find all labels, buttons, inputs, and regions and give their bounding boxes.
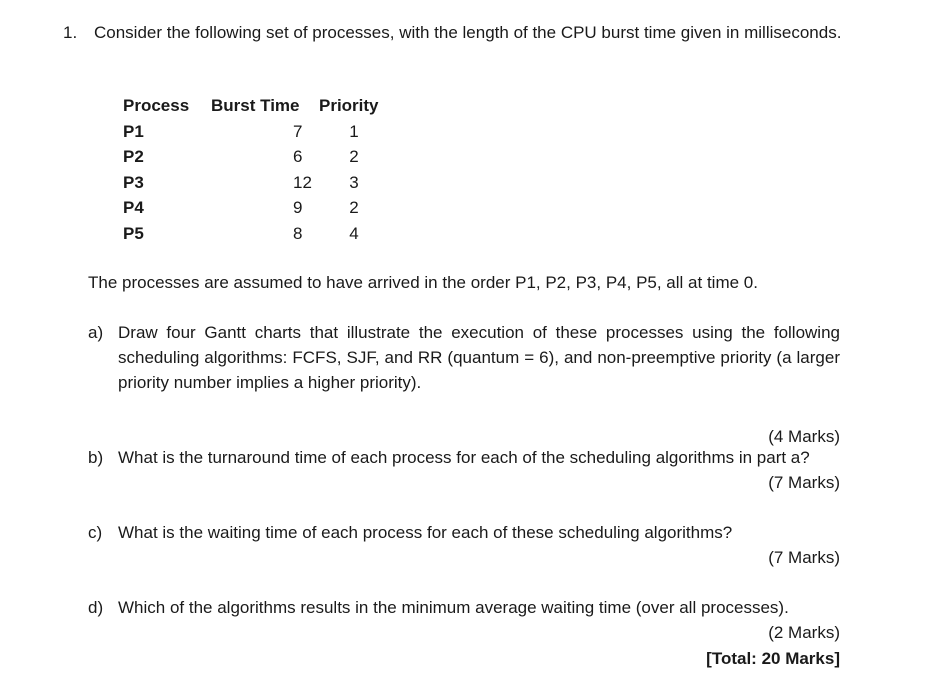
part-d-marks: (2 Marks) <box>768 623 840 642</box>
part-b <box>88 445 840 470</box>
burst-time: 8 <box>293 223 303 243</box>
question-number: 1. <box>63 23 78 42</box>
table-row <box>123 170 389 196</box>
part-label: a) <box>88 323 104 342</box>
process-id: P5 <box>123 223 144 243</box>
part-text: What is the turnaround time of each process for each of the scheduling algorithms in part a? <box>118 448 810 467</box>
burst-time: 6 <box>293 147 303 167</box>
priority: 1 <box>349 121 359 141</box>
process-id: P4 <box>123 198 144 218</box>
priority: 2 <box>349 147 359 167</box>
part-d <box>88 595 840 620</box>
header-priority: Priority <box>319 96 379 115</box>
table-row <box>123 145 389 171</box>
part-text: What is the waiting time of each process for each of these scheduling algorithms? <box>118 523 733 542</box>
burst-time: 7 <box>293 121 303 141</box>
part-b-marks: (7 Marks) <box>768 473 840 492</box>
table-row <box>123 196 389 222</box>
process-table <box>123 93 389 247</box>
header-process: Process <box>123 96 190 115</box>
burst-time: 9 <box>293 198 303 218</box>
part-a-marks: (4 Marks) <box>768 427 840 446</box>
process-id: P3 <box>123 172 144 192</box>
part-label: b) <box>88 448 104 467</box>
priority: 4 <box>349 223 359 243</box>
burst-time: 12 <box>293 172 312 192</box>
part-text: Draw four Gantt charts that illustrate the execution of these processes using the following scheduling algorithms: FCFS, SJF, and RR (quantum = 6), and non-preemptive priority (a larger priority number implies a higher priority). <box>118 323 840 392</box>
process-id: P1 <box>123 121 144 141</box>
total-marks: [Total: 20 Marks] <box>706 649 840 668</box>
part-text: Which of the algorithms results in the minimum average waiting time (over all processes). <box>118 598 789 617</box>
table-row <box>123 119 389 145</box>
part-a <box>88 320 840 395</box>
priority: 2 <box>349 198 359 218</box>
part-c <box>88 520 840 545</box>
header-burst-time: Burst Time <box>211 96 300 115</box>
part-c-marks: (7 Marks) <box>768 548 840 567</box>
priority: 3 <box>349 172 359 192</box>
part-label: c) <box>88 523 103 542</box>
arrival-note: The processes are assumed to have arrived in the order P1, P2, P3, P4, P5, all at time 0. <box>88 273 758 292</box>
process-id: P2 <box>123 147 144 167</box>
process-table-header <box>123 93 389 119</box>
question-intro: Consider the following set of processes, with the length of the CPU burst time given in milliseconds. <box>94 23 842 42</box>
table-row <box>123 221 389 247</box>
part-label: d) <box>88 598 104 617</box>
